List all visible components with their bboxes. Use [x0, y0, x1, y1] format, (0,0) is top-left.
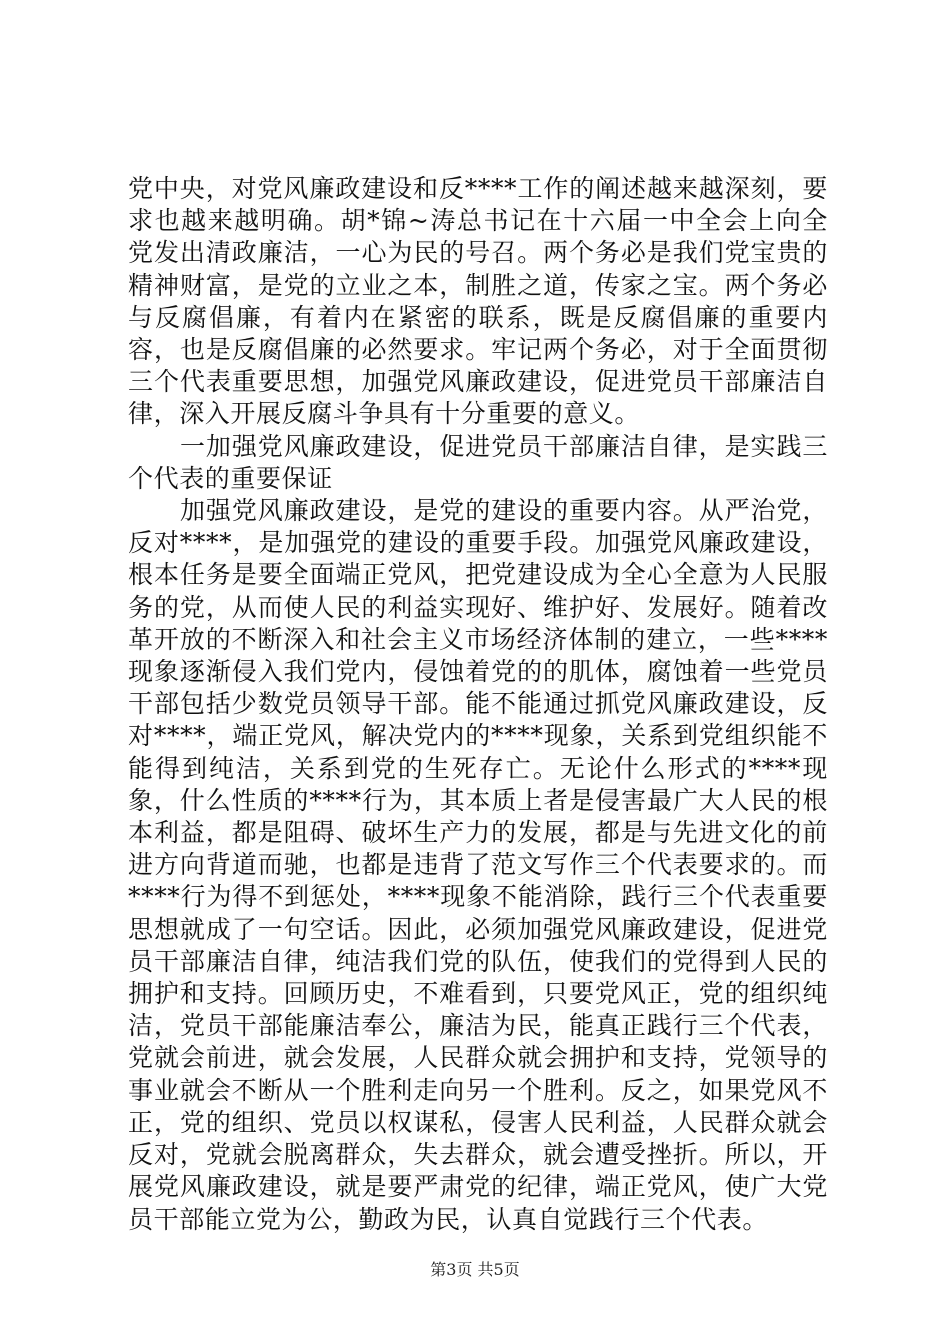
body-paragraph-1: 党中央，对党风廉政建设和反****工作的阐述越来越深刻，要求也越来越明确。胡*锦~涛总书记在十六届一中全会上向全党发出清政廉洁，一心为民的号召。两个务必是我们党宝贵的精神财富，是党的立业之本，制胜之道，传家之宝。两个务必与反腐倡廉，有着内在紧密的联系，既是反腐倡廉的重要内容，也是反腐倡廉的必然要求。牢记两个务必，对于全面贯彻三个代表重要思想，加强党风廉政建设，促进党员干部廉洁自律，深入开展反腐斗争具有十分重要的意义。	[128, 174, 828, 429]
page-footer: 第3页 共5页	[430, 1260, 520, 1279]
document-body	[128, 173, 828, 1236]
section-heading-1: 一加强党风廉政建设，促进党员干部廉洁自律，是实践三个代表的重要保证	[128, 431, 828, 493]
body-paragraph-2: 加强党风廉政建设，是党的建设的重要内容。从严治党，反对****，是加强党的建设的重要手段。加强党风廉政建设，根本任务是要全面端正党风，把党建设成为全心全意为人民服务的党，从而使人民的利益实现好、维护好、发展好。随着改革开放的不断深入和社会主义市场经济体制的建立，一些****现象逐渐侵入我们党内，侵蚀着党的的肌体，腐蚀着一些党员干部包括少数党员领导干部。能不能通过抓党风廉政建设，反对****，端正党风，解决党内的****现象，关系到党组织能不能得到纯洁，关系到党的生死存亡。无论什么形式的****现象，什么性质的****行为，其本质上者是侵害最广大人民的根本利益，都是阻碍、破坏生产力的发展，都是与先进文化的前进方向背道而驰，也都是违背了范文写作三个代表要求的。而****行为得不到惩处，****现象不能消除，践行三个代表重要思想就成了一句空话。因此，必须加强党风廉政建设，促进党员干部廉洁自律，纯洁我们党的队伍，使我们的党得到人民的拥护和支持。回顾历史，不难看到，只要党风正，党的组织纯洁，党员干部能廉洁奉公，廉洁为民，能真正践行三个代表，党就会前进，就会发展，人民群众就会拥护和支持，党领导的事业就会不断从一个胜利走向另一个胜利。反之，如果党风不正，党的组织、党员以权谋私，侵害人民利益，人民群众就会反对，党就会脱离群众，失去群众，就会遭受挫折。所以，开展党风廉政建设，就是要严肃党的纪律，端正党风，使广大党员干部能立党为公，勤政为民，认真自觉践行三个代表。	[128, 496, 828, 1234]
